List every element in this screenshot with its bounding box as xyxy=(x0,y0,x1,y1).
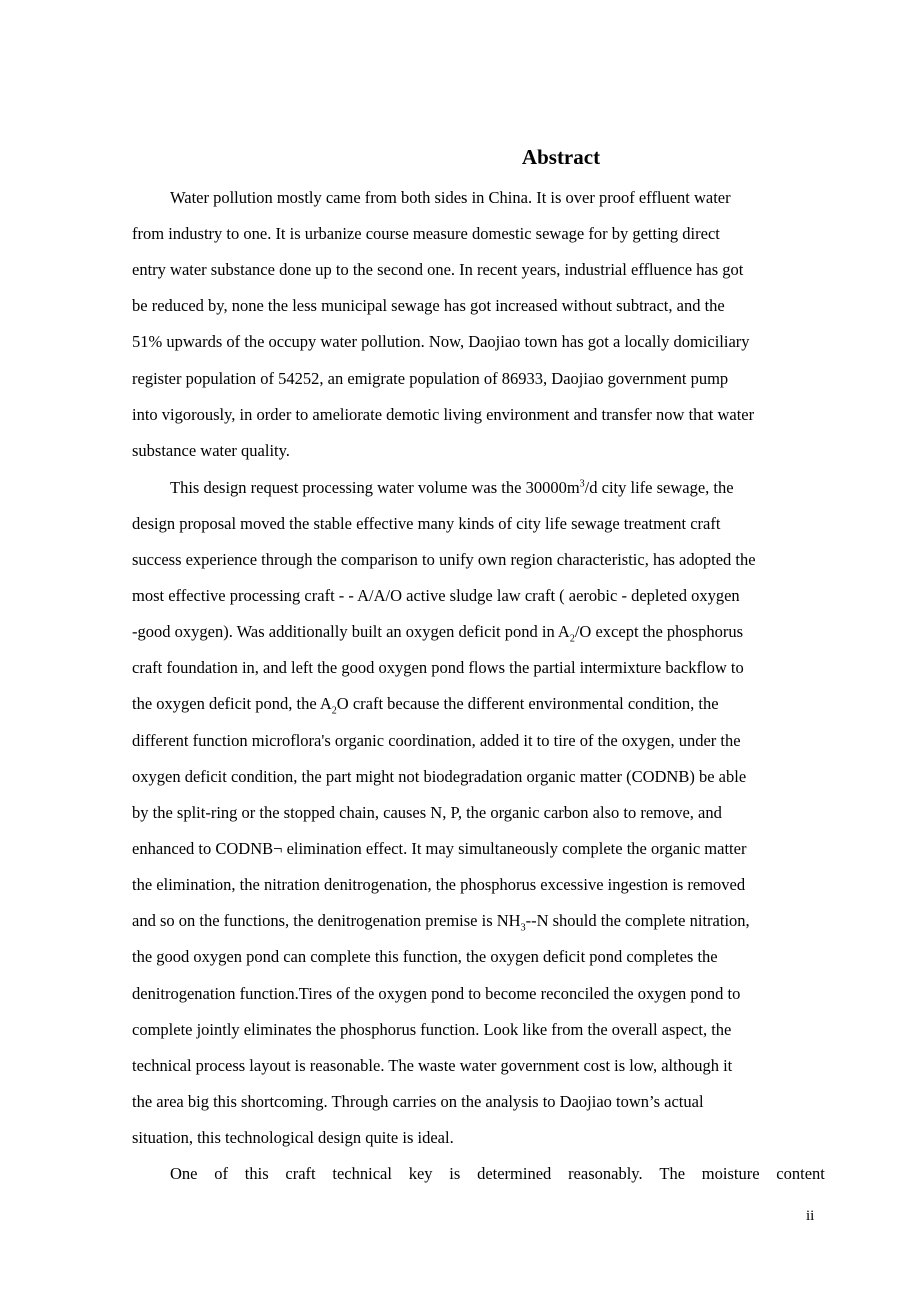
text-run: and so on the functions, the denitrogenation premise is NH xyxy=(132,911,521,930)
paragraph-1-line-7: into vigorously, in order to ameliorate demotic living environment and transfer now that water xyxy=(132,405,755,424)
paragraph-1-line-3: entry water substance done up to the second one. In recent years, industrial effluence has got xyxy=(132,260,744,279)
paragraph-2-line-18: the area big this shortcoming. Through carries on the analysis to Daojiao town’s actual xyxy=(132,1092,704,1111)
word: moisture xyxy=(701,1164,760,1183)
paragraph-2-line-11: enhanced to CODNB¬ elimination effect. It may simultaneously complete the organic matter xyxy=(132,839,747,858)
paragraph-2-line-2: design proposal moved the stable effective many kinds of city life sewage treatment craft xyxy=(132,514,721,533)
paragraph-2-line-3: success experience through the comparison to unify own region characteristic, has adopted the xyxy=(132,550,756,569)
paragraph-2-line-8: different function microflora's organic coordination, added it to tire of the oxygen, under the xyxy=(132,731,741,750)
paragraph-1-line-6: register population of 54252, an emigrate population of 86933, Daojiao government pump xyxy=(132,369,729,388)
paragraph-3-line-1 xyxy=(170,1164,825,1184)
paragraph-2-line-1 xyxy=(170,478,734,498)
subscript: 2 xyxy=(331,705,337,717)
paragraph-1-line-2: from industry to one. It is urbanize course measure domestic sewage for by getting direct xyxy=(132,224,720,243)
paragraph-2-line-7 xyxy=(132,694,719,717)
text-run: the oxygen deficit pond, the A xyxy=(132,694,332,713)
paragraph-2-line-9: oxygen deficit condition, the part might not biodegradation organic matter (CODNB) be able xyxy=(132,767,747,786)
page-number: ii xyxy=(806,1208,815,1224)
word: reasonably. xyxy=(568,1164,643,1183)
word: craft xyxy=(285,1164,316,1183)
paragraph-1-line-5: 51% upwards of the occupy water pollution. Now, Daojiao town has got a locally domiciliary xyxy=(132,332,750,351)
paragraph-2-line-6: craft foundation in, and left the good oxygen pond flows the partial intermixture backflow to xyxy=(132,658,744,677)
text-run: /d city life sewage, the xyxy=(584,478,734,497)
text-run: -good oxygen). Was additionally built an oxygen deficit pond in A xyxy=(132,622,570,641)
paragraph-2-line-13 xyxy=(132,911,750,934)
word: of xyxy=(214,1164,229,1183)
subscript: 3 xyxy=(520,922,526,934)
paragraph-2-line-12: the elimination, the nitration denitrogenation, the phosphorus excessive ingestion is removed xyxy=(132,875,746,894)
paragraph-2-line-16: complete jointly eliminates the phosphorus function. Look like from the overall aspect, the xyxy=(132,1020,732,1039)
paragraph-2-line-5 xyxy=(132,622,744,645)
paragraph-1-line-8: substance water quality. xyxy=(132,441,290,460)
page-title: Abstract xyxy=(521,145,601,169)
text-run: O craft because the different environmental condition, the xyxy=(336,694,719,713)
word: determined xyxy=(477,1164,552,1183)
paragraph-1-line-4: be reduced by, none the less municipal sewage has got increased without subtract, and the xyxy=(132,296,725,315)
paragraph-2-line-19: situation, this technological design quite is ideal. xyxy=(132,1128,454,1147)
word: key xyxy=(408,1164,433,1183)
word: The xyxy=(659,1164,686,1183)
text-run: --N should the complete nitration, xyxy=(525,911,750,930)
paragraph-1-line-1: Water pollution mostly came from both sides in China. It is over proof effluent water xyxy=(170,188,731,207)
paragraph-2-line-4: most effective processing craft - - A/A/O active sludge law craft ( aerobic - depleted oxygen xyxy=(132,586,740,605)
paragraph-2-line-15: denitrogenation function.Tires of the oxygen pond to become reconciled the oxygen pond to xyxy=(132,984,741,1003)
text-run: /O except the phosphorus xyxy=(574,622,744,641)
text-run: This design request processing water volume was the 30000m xyxy=(170,478,580,497)
subscript: 2 xyxy=(569,633,575,645)
paragraph-2-line-10: by the split-ring or the stopped chain, causes N, P, the organic carbon also to remove, and xyxy=(132,803,722,822)
paragraph-2-line-17: technical process layout is reasonable. The waste water government cost is low, although it xyxy=(132,1056,733,1075)
word: is xyxy=(449,1164,461,1183)
paragraph-2-line-14: the good oxygen pond can complete this function, the oxygen deficit pond completes the xyxy=(132,947,718,966)
word: technical xyxy=(332,1164,392,1183)
word: One xyxy=(170,1164,198,1183)
superscript: 3 xyxy=(579,478,585,490)
word: this xyxy=(244,1164,269,1183)
word: content xyxy=(776,1164,825,1183)
